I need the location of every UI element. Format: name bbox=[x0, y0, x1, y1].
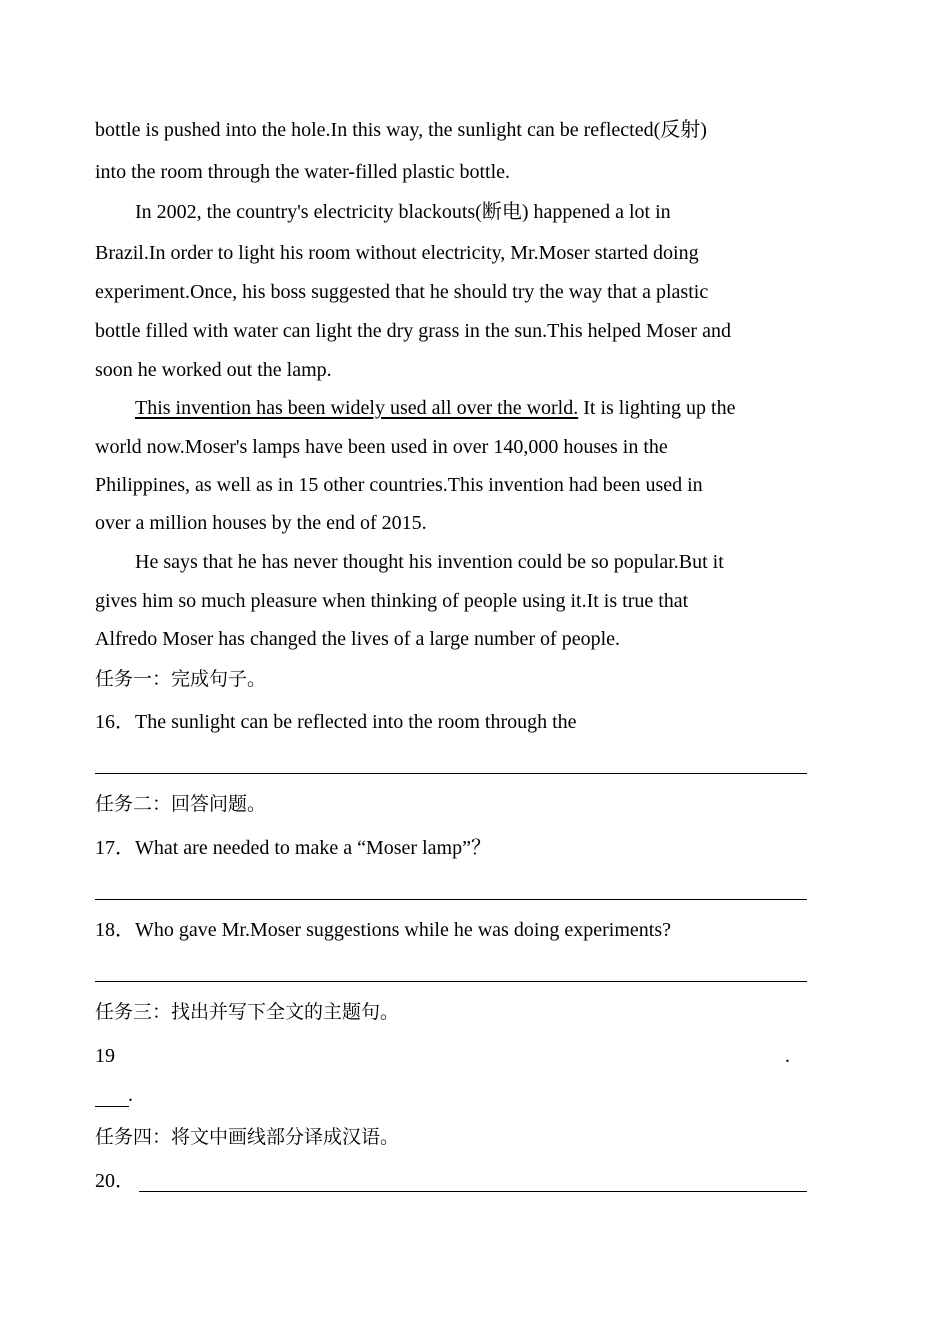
task-heading: 任务一：完成句子。 bbox=[95, 668, 267, 690]
underlined-sentence: This invention has been widely used all over the world. bbox=[135, 397, 579, 419]
passage-line: gives him so much pleasure when thinking of people using it.It is true that bbox=[95, 590, 689, 612]
passage-line: Philippines, as well as in 15 other countries.This invention had been used in bbox=[95, 474, 703, 496]
answer-line-16[interactable] bbox=[95, 773, 807, 774]
passage-line: In 2002, the country's electricity blackouts(断电) happened a lot in bbox=[135, 201, 671, 223]
passage-line: world now.Moser's lamps have been used in over 140,000 houses in the bbox=[95, 436, 668, 458]
passage-line: Alfredo Moser has changed the lives of a large number of people. bbox=[95, 628, 621, 650]
question-17: 17．What are needed to make a “Moser lamp”？ bbox=[95, 837, 491, 859]
answer-line-18[interactable] bbox=[95, 981, 807, 982]
passage-text: It is lighting up the bbox=[578, 397, 736, 419]
answer-line-17[interactable] bbox=[95, 899, 807, 900]
task-heading: 任务四：将文中画线部分译成汉语。 bbox=[95, 1126, 400, 1148]
question-16: 16．The sunlight can be reflected into the room through the bbox=[95, 711, 577, 733]
question-20: 20． bbox=[95, 1170, 135, 1192]
passage-line-with-underline bbox=[135, 396, 735, 420]
question-19: 19 bbox=[95, 1045, 115, 1067]
passage-line: soon he worked out the lamp. bbox=[95, 359, 332, 381]
passage-line: over a million houses by the end of 2015. bbox=[95, 512, 427, 534]
task-heading: 任务三：找出并写下全文的主题句。 bbox=[95, 1001, 400, 1023]
question-19-period: . bbox=[785, 1045, 790, 1067]
answer-line-19[interactable] bbox=[95, 1106, 129, 1107]
question-19-end-period: . bbox=[128, 1084, 133, 1106]
passage-line: He says that he has never thought his invention could be so popular.But it bbox=[135, 551, 724, 573]
question-18: 18．Who gave Mr.Moser suggestions while he was doing experiments? bbox=[95, 919, 672, 941]
passage-line: experiment.Once, his boss suggested that he should try the way that a plastic bbox=[95, 281, 709, 303]
passage-line: bottle is pushed into the hole.In this way, the sunlight can be reflected(反射) bbox=[95, 119, 707, 141]
task-heading: 任务二：回答问题。 bbox=[95, 793, 267, 815]
answer-line-20[interactable] bbox=[139, 1191, 807, 1192]
passage-line: Brazil.In order to light his room without electricity, Mr.Moser started doing bbox=[95, 242, 699, 264]
passage-line: bottle filled with water can light the dry grass in the sun.This helped Moser and bbox=[95, 320, 731, 342]
passage-line: into the room through the water-filled plastic bottle. bbox=[95, 161, 511, 183]
